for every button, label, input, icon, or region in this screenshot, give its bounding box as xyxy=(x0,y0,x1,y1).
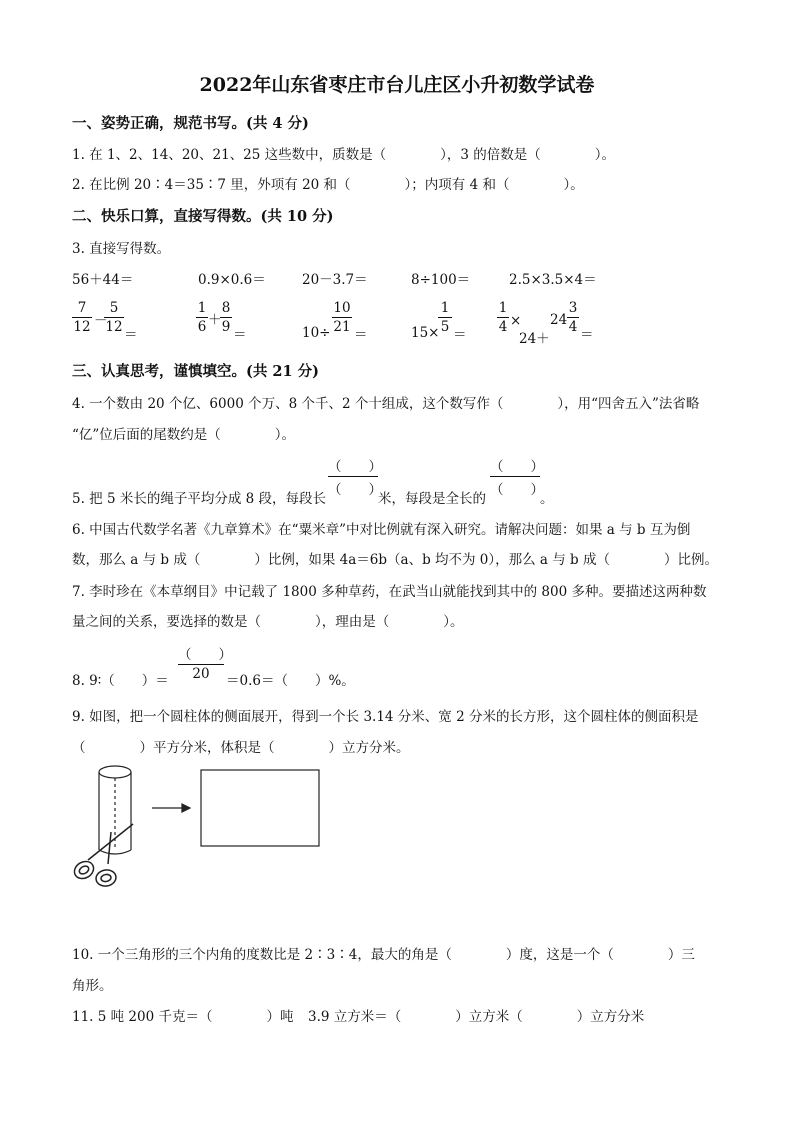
multiply-sign: × xyxy=(510,313,522,329)
section-heading-1: 一、姿势正确，规范书写。(共 4 分) xyxy=(72,115,309,132)
question-2: 2. 在比例 20∶4＝35∶7 里，外项有 20 和（ ）；内项有 4 和（ ）。 xyxy=(72,177,584,193)
calc-item-4: 8÷100＝ xyxy=(411,272,471,288)
question-5-end: 。 xyxy=(540,491,554,507)
question-6-line-1: 6. 中国古代数学名著《九章算术》在“粟米章”中对比例就有深入研究。请解决问题：如果 a 与 b 互为倒 xyxy=(72,522,691,538)
plus-term: 24＋ xyxy=(519,331,550,347)
fraction-1-5: 1 5 xyxy=(438,300,452,335)
question-11-part-2: 3.9 立方米＝（ ）立方米（ ）立方分米 xyxy=(308,1009,645,1025)
equals-sign: ＝ xyxy=(233,327,247,343)
fraction-7-12: 7 12 xyxy=(73,300,91,335)
fraction-8-9: 8 9 xyxy=(221,300,231,335)
fraction-1-6: 1 6 xyxy=(197,300,207,335)
calc-item-1: 56＋44＝ xyxy=(72,272,134,288)
calc-item-5: 2.5×3.5×4＝ xyxy=(509,272,597,288)
blank-fraction-20: （ ） 20 xyxy=(178,647,232,682)
arrow-icon xyxy=(152,804,190,812)
question-5-text-2: 米，每段是全长的 xyxy=(378,491,486,507)
fraction-1-4: 1 4 xyxy=(498,300,508,335)
section-heading-2: 二、快乐口算，直接写得数。(共 10 分) xyxy=(72,208,334,225)
question-8-text: 8. 9∶（ ）＝ xyxy=(72,673,169,689)
question-5-text: 5. 把 5 米长的绳子平均分成 8 段，每段长 xyxy=(72,491,327,507)
page-title: 2022年山东省枣庄市台儿庄区小升初数学试卷 xyxy=(199,74,595,96)
equals-sign: ＝ xyxy=(124,327,138,343)
cylinder-icon xyxy=(99,766,131,854)
question-9-line-1: 9. 如图，把一个圆柱体的侧面展开，得到一个长 3.14 分米、宽 2 分米的长方形，这个圆柱体的侧面积是 xyxy=(72,709,699,725)
question-1: 1. 在 1、2、14、20、21、25 这些数中，质数是（ ），3 的倍数是（ ）。 xyxy=(72,147,616,163)
question-4-line-2: “亿”位后面的尾数约是（ ）。 xyxy=(72,427,296,443)
cylinder-unfold-figure xyxy=(70,760,350,895)
calc-item-3: 20－3.7＝ xyxy=(302,272,368,288)
plus-sign: ＋ xyxy=(208,312,222,328)
calc-item-2: 0.9×0.6＝ xyxy=(198,272,266,288)
fraction-3-4: 3 4 xyxy=(568,300,578,335)
question-7-line-2: 量之间的关系，要选择的数是（ ），理由是（ ）。 xyxy=(72,614,464,630)
equals-sign: ＝ xyxy=(580,327,594,343)
section-heading-3: 三、认真思考，谨慎填空。(共 21 分) xyxy=(72,363,319,380)
scissors-icon xyxy=(71,824,133,888)
question-10-line-1: 10. 一个三角形的三个内角的度数比是 2∶3∶4，最大的角是（ ）度，这是一个（ ）三 xyxy=(72,947,695,963)
unfolded-rectangle xyxy=(201,770,319,846)
equals-sign: ＝ xyxy=(453,327,467,343)
blank-fraction-part: （ ） （ ） xyxy=(490,459,544,498)
question-11-part-1: 11. 5 吨 200 千克＝（ ）吨 xyxy=(72,1009,294,1025)
question-3: 3. 直接写得数。 xyxy=(72,241,171,257)
fraction-10-21: 10 21 xyxy=(333,300,351,335)
blank-fraction-length: （ ） （ ） xyxy=(328,459,382,498)
mixed-number-whole: 24 xyxy=(550,312,568,328)
question-10-line-2: 角形。 xyxy=(72,978,113,994)
fraction-5-12: 5 12 xyxy=(105,300,123,335)
question-9-line-2: （ ）平方分米，体积是（ ）立方分米。 xyxy=(72,740,410,756)
question-7-line-1: 7. 李时珍在《本草纲目》中记载了 1800 多种草药，在武当山就能找到其中的 800 多种。要描述这两种数 xyxy=(72,584,707,600)
minus-sign: － xyxy=(94,313,108,329)
division-prefix: 10÷ xyxy=(302,325,331,341)
multiply-prefix: 15× xyxy=(411,325,440,341)
equals-sign: ＝ xyxy=(354,327,368,343)
question-6-line-2: 数，那么 a 与 b 成（ ）比例，如果 4a＝6b（a、b 均不为 0），那么 a 与 b 成（ ）比例。 xyxy=(72,552,718,568)
question-4-line-1: 4. 一个数由 20 个亿、6000 个万、8 个千、2 个十组成，这个数写作（ ），用“四舍五入”法省略 xyxy=(72,396,700,412)
question-8-text-2: ＝0.6＝（ ）%。 xyxy=(226,673,355,689)
